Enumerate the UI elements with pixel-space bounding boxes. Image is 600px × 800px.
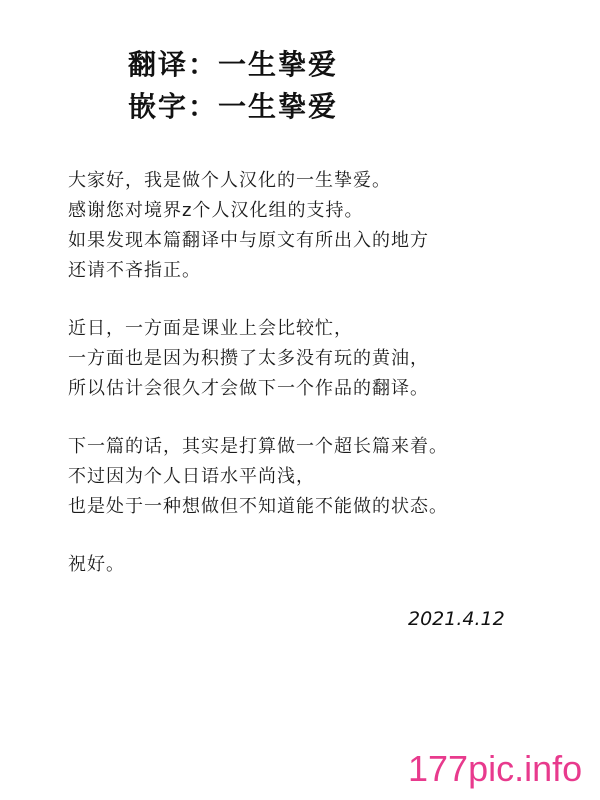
text-line: 所以估计会很久才会做下一个作品的翻译。 xyxy=(68,378,429,399)
text-line: 也是处于一种想做但不知道能不能做的状态。 xyxy=(68,496,448,517)
typesetter-credit: 嵌字：一生挚爱 xyxy=(128,90,339,123)
paragraph-next xyxy=(68,432,448,522)
text-line: 感谢您对境界z个人汉化组的支持。 xyxy=(68,200,364,221)
translator-credit: 翻译：一生挚爱 xyxy=(128,48,339,81)
text-line: 祝好。 xyxy=(68,554,125,575)
paragraph-recent xyxy=(68,314,448,404)
text-line: 下一篇的话，其实是打算做一个超长篇来着。 xyxy=(68,436,448,457)
date-stamp: 2021.4.12 xyxy=(408,608,505,630)
text-line: 如果发现本篇翻译中与原文有所出入的地方 xyxy=(68,230,429,251)
watermark-text: 177pic.info xyxy=(408,748,583,789)
text-line: 还请不吝指正。 xyxy=(68,260,201,281)
text-line: 近日，一方面是课业上会比较忙， xyxy=(68,318,353,339)
text-line: 大家好，我是做个人汉化的一生挚爱。 xyxy=(68,170,391,191)
text-line: 一方面也是因为积攒了太多没有玩的黄油， xyxy=(68,348,429,369)
message-body xyxy=(68,166,448,608)
paragraph-closing xyxy=(68,550,448,580)
paragraph-greeting xyxy=(68,166,448,286)
credits-block xyxy=(128,44,338,128)
text-line: 不过因为个人日语水平尚浅， xyxy=(68,466,315,487)
